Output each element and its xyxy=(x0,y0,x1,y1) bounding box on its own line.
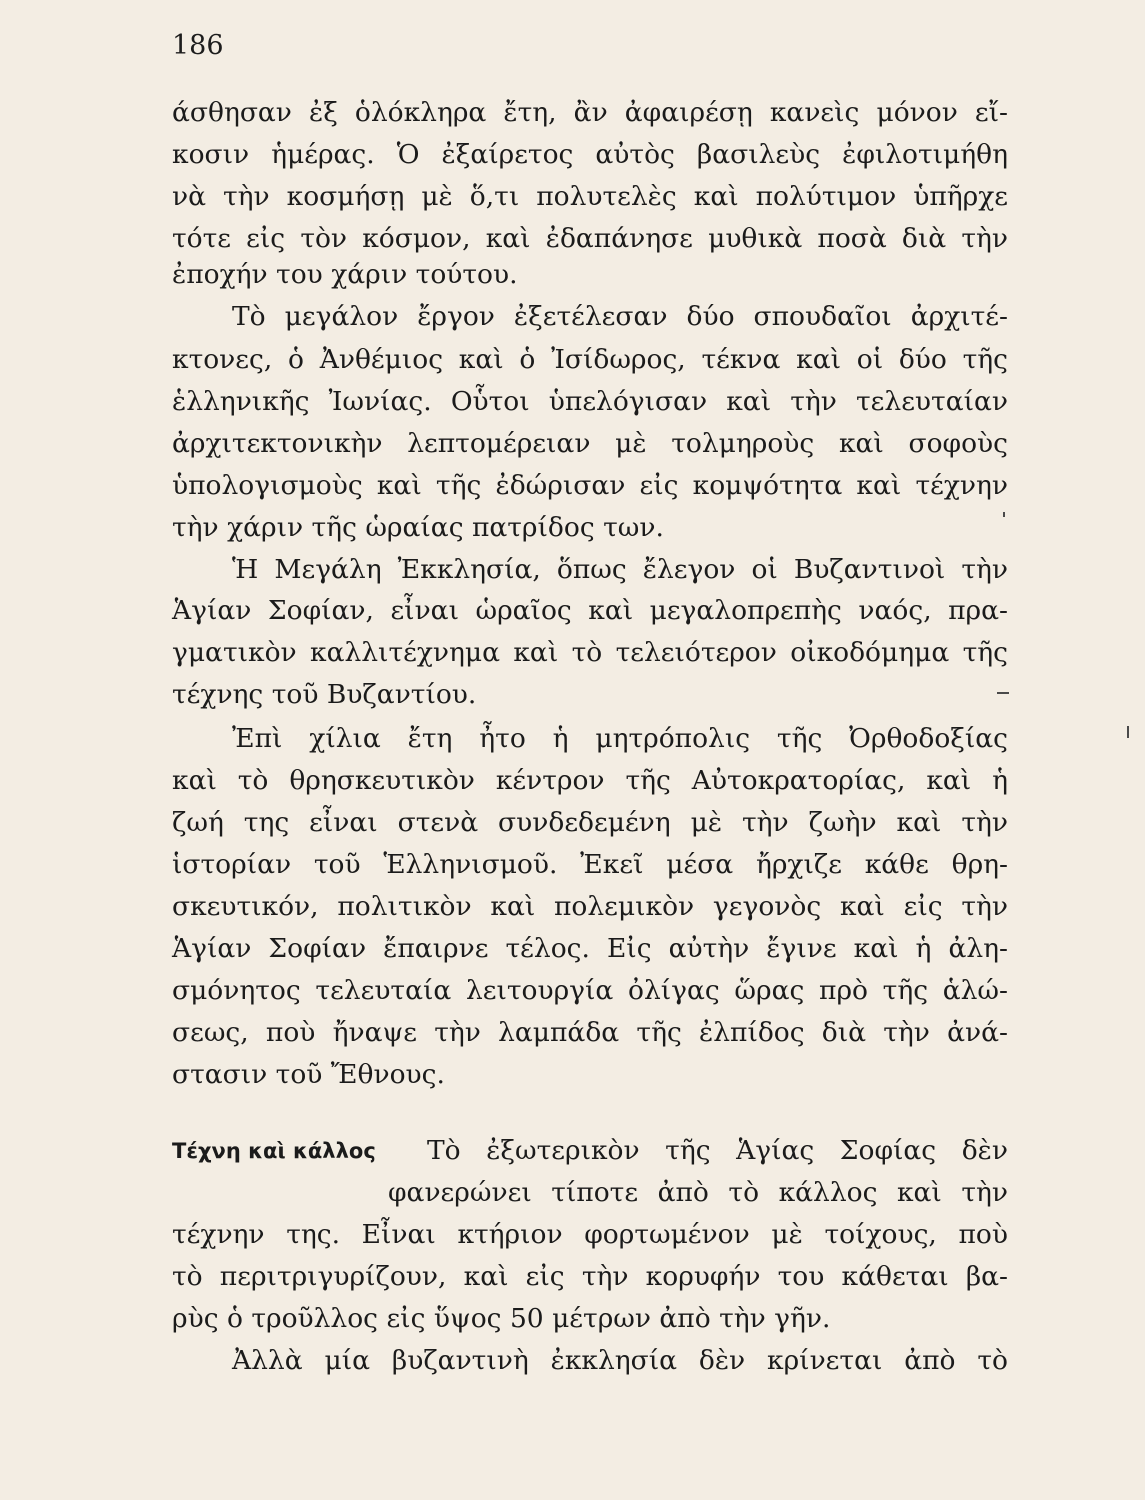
text-line: γματικὸν καλλιτέχνημα καὶ τὸ τελειότερον οἰκοδόμημα τῆς xyxy=(172,637,1008,668)
text-line: φανερώνει τίποτε ἀπὸ τὸ κάλλος καὶ τὴν xyxy=(388,1177,1008,1208)
text-line: Τὸ μεγάλον ἔργον ἐξετέλεσαν δύο σπουδαῖοι ἀρχιτέ- xyxy=(232,301,1008,332)
margin-heading: Τέχνη καὶ κάλλος xyxy=(172,1139,376,1163)
text-line: ὑπολογισμοὺς καὶ τῆς ἐδώρισαν εἰς κομψότητα καὶ τέχνην xyxy=(172,470,1008,501)
page-number: 186 xyxy=(172,30,224,61)
text-line: ἑλληνικῆς Ἰωνίας. Οὗτοι ὑπελόγισαν καὶ τὴν τελευταίαν xyxy=(172,386,1008,417)
print-speck xyxy=(1003,512,1005,517)
text-line: τὸ περιτριγυρίζουν, καὶ εἰς τὴν κορυφήν του κάθεται βα- xyxy=(172,1261,1008,1292)
text-line: ἐποχήν του χάριν τούτου. xyxy=(172,259,518,290)
print-speck xyxy=(997,692,1009,694)
text-line: σμόνητος τελευταία λειτουργία ὀλίγας ὥρας πρὸ τῆς ἁλώ- xyxy=(172,975,1008,1006)
text-line: κτονες, ὁ Ἀνθέμιος καὶ ὁ Ἰσίδωρος, τέκνα καὶ οἱ δύο τῆς xyxy=(172,344,1008,375)
text-line: τέχνην της. Εἶναι κτήριον φορτωμένον μὲ τοίχους, ποὺ xyxy=(172,1219,1008,1250)
text-line: Ἡ Μεγάλη Ἐκκλησία, ὅπως ἔλεγον οἱ Βυζαντινοὶ τὴν xyxy=(232,554,1008,585)
text-line: Ἁγίαν Σοφίαν ἔπαιρνε τέλος. Εἰς αὐτὴν ἔγινε καὶ ἡ ἀλη- xyxy=(172,933,1008,964)
text-line: τέχνης τοῦ Βυζαντίου. xyxy=(172,679,477,710)
print-speck xyxy=(1127,726,1129,738)
text-line: Ἀλλὰ μία βυζαντινὴ ἐκκλησία δὲν κρίνεται ἀπὸ τὸ xyxy=(232,1345,1008,1376)
text-line: Ἐπὶ χίλια ἔτη ἦτο ἡ μητρόπολις τῆς Ὀρθοδοξίας xyxy=(232,723,1008,754)
text-line: σεως, ποὺ ἤναψε τὴν λαμπάδα τῆς ἐλπίδος διὰ τὴν ἀνά- xyxy=(172,1017,1008,1048)
text-line: τότε εἰς τὸν κόσμον, καὶ ἐδαπάνησε μυθικὰ ποσὰ διὰ τὴν xyxy=(172,223,1008,254)
text-line: καὶ τὸ θρησκευτικὸν κέντρον τῆς Αὐτοκρατορίας, καὶ ἡ xyxy=(172,765,1008,796)
text-line: ρὺς ὁ τροῦλλος εἰς ὕψος 50 μέτρων ἀπὸ τὴν γῆν. xyxy=(172,1303,831,1334)
text-line: Τὸ ἐξωτερικὸν τῆς Ἁγίας Σοφίας δὲν xyxy=(427,1135,1008,1166)
text-line: ζωή της εἶναι στενὰ συνδεδεμένη μὲ τὴν ζωὴν καὶ τὴν xyxy=(172,807,1008,838)
text-line: Ἁγίαν Σοφίαν, εἶναι ὡραῖος καὶ μεγαλοπρεπὴς ναός, πρα- xyxy=(172,595,1008,626)
section-heading-line xyxy=(172,1130,1008,1172)
text-line: άσθησαν ἐξ ὁλόκληρα ἔτη, ἂν ἀφαιρέσῃ κανεὶς μόνον εἴ- xyxy=(172,97,1008,128)
text-line: τὴν χάριν τῆς ὡραίας πατρίδος των. xyxy=(172,512,664,543)
text-line: σκευτικόν, πολιτικὸν καὶ πολεμικὸν γεγονὸς καὶ εἰς τὴν xyxy=(172,891,1008,922)
text-line: ἀρχιτεκτονικὴν λεπτομέρειαν μὲ τολμηροὺς καὶ σοφοὺς xyxy=(172,428,1008,459)
text-line: ἱστορίαν τοῦ Ἑλληνισμοῦ. Ἐκεῖ μέσα ἤρχιζε κάθε θρη- xyxy=(172,849,1008,880)
text-line: κοσιν ἡμέρας. Ὁ ἐξαίρετος αὐτὸς βασιλεὺς ἐφιλοτιμήθη xyxy=(172,139,1008,170)
text-line: στασιν τοῦ Ἔθνους. xyxy=(172,1059,445,1090)
text-line: νὰ τὴν κοσμήσῃ μὲ ὅ,τι πολυτελὲς καὶ πολύτιμον ὑπῆρχε xyxy=(172,181,1008,212)
